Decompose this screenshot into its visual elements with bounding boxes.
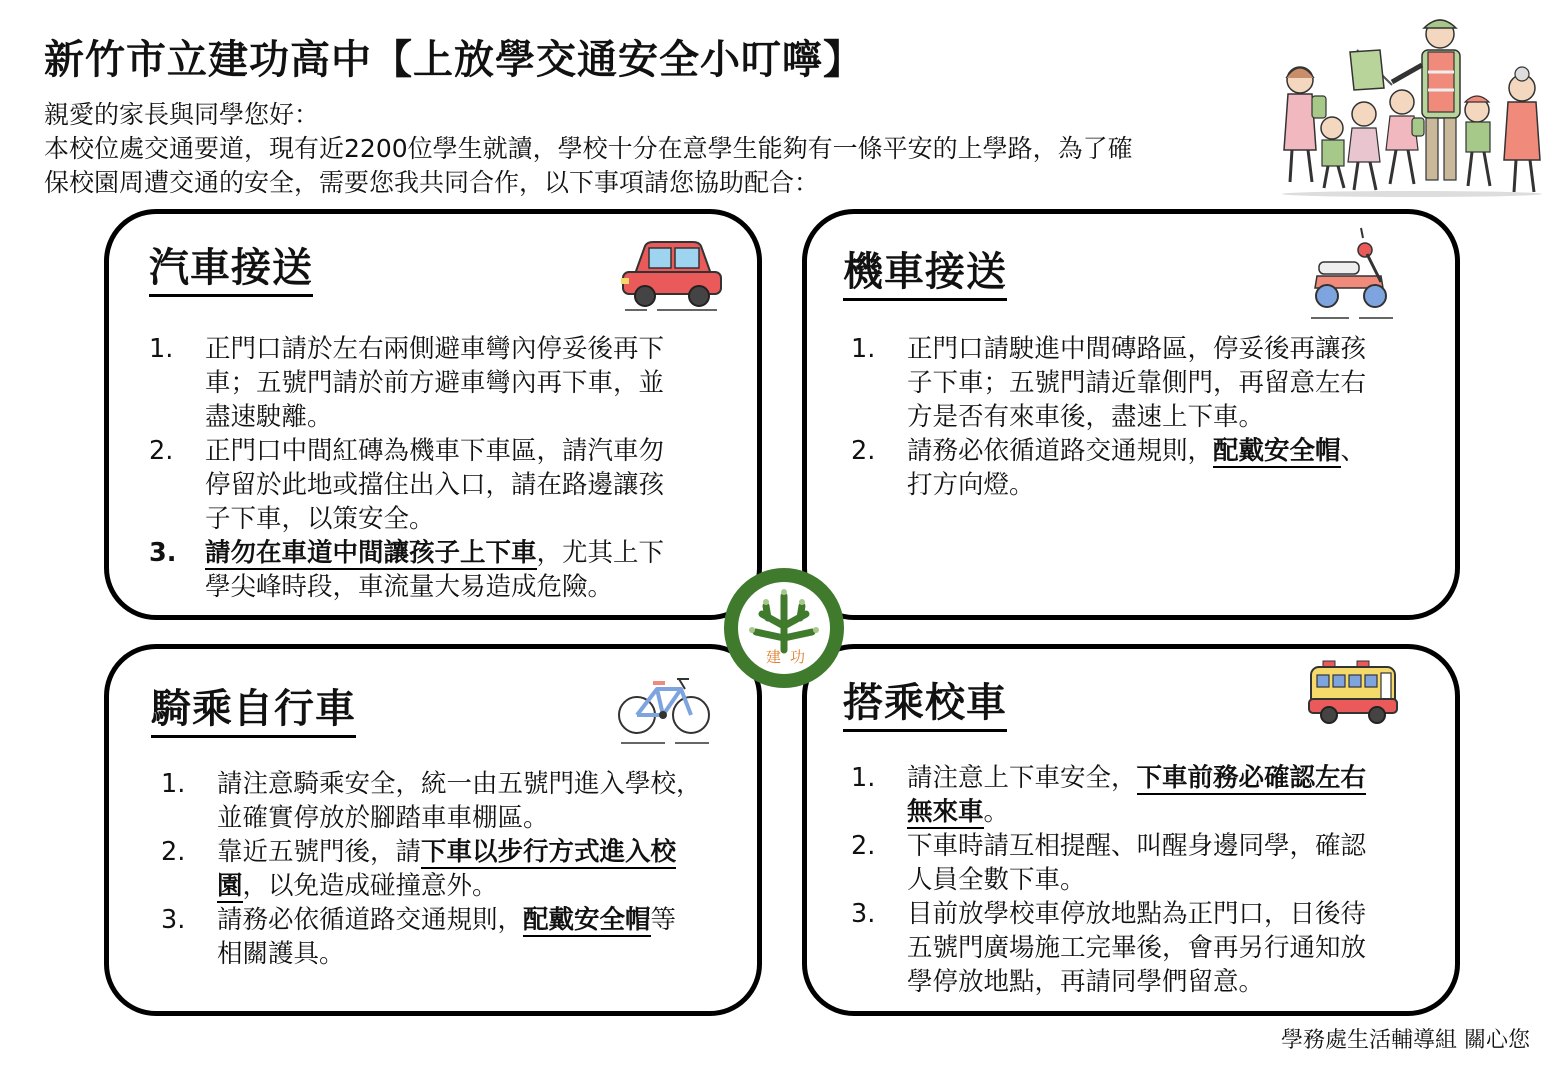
- car-rules-list: [149, 332, 729, 604]
- scooter-icon: [1309, 226, 1395, 322]
- bus-icon: [1305, 659, 1401, 739]
- emphasis-text: 配戴安全帽: [1213, 436, 1341, 466]
- footer-signature: 學務處生活輔導組 關心您: [1281, 1028, 1530, 1053]
- school-bus-rules-list: [851, 761, 1441, 999]
- intro-line-1: 本校位處交通要道，現有近2200位學生就讀，學校十分在意學生能夠有一條平安的上學路，為了確: [44, 134, 1133, 163]
- list-item: 1. 正門口請駛進中間磚路區，停妥後再讓孩 子下車；五號門請近靠側門，再留意左右 方是否有來車後，盡速上下車。: [851, 334, 1367, 432]
- list-item: 2. 正門口中間紅磚為機車下車區，請汽車勿 停留於此地或擋住出入口，請在路邊讓孩 子下車，以策安全。: [149, 436, 665, 534]
- school-emblem: [722, 566, 846, 690]
- scooter-rules-list: [851, 332, 1431, 502]
- car-dropoff-card: [104, 209, 762, 620]
- list-item: 1. 請注意上下車安全，下車前務必確認左右 無來車。: [851, 763, 1367, 827]
- emphasis-text: 配戴安全帽: [523, 905, 651, 935]
- list-item: 3. 請務必依循道路交通規則，配戴安全帽等 相關護具。: [161, 905, 677, 969]
- school-bus-card: [802, 644, 1460, 1016]
- crossing-guard-with-students-icon: [1272, 10, 1550, 200]
- bicycle-rules-list: [161, 767, 751, 971]
- intro-text: [44, 98, 1274, 200]
- scooter-dropoff-card: [802, 209, 1460, 620]
- tree-emblem-icon: [722, 566, 846, 690]
- list-item: 1. 正門口請於左右兩側避車彎內停妥後再下 車；五號門請於前方避車彎內再下車，並 盡速駛離。: [149, 334, 665, 432]
- list-item: 1. 請注意騎乘安全，統一由五號門進入學校， 並確實停放於腳踏車車棚區。: [161, 769, 702, 833]
- emphasis-text: 下車以步行方式進入校: [421, 837, 677, 867]
- list-item: 2. 靠近五號門後，請下車以步行方式進入校 園，以免造成碰撞意外。: [161, 837, 677, 901]
- bicycle-card: [104, 644, 762, 1016]
- emblem-char-2: 功: [790, 648, 806, 666]
- emblem-char-1: 建: [766, 648, 782, 666]
- scooter-section-title: 機車接送: [843, 248, 1007, 301]
- list-item: 3. 目前放學校車停放地點為正門口，日後待 五號門廣場施工完畢後，會再另行通知放 學停放地點，再請同學們留意。: [851, 899, 1367, 997]
- list-item: 3. 請勿在車道中間讓孩子上下車，尤其上下 學尖峰時段，車流量大易造成危險。: [149, 538, 665, 602]
- emphasis-text: 請勿在車道中間讓孩子上下車: [205, 538, 537, 568]
- greeting: 親愛的家長與同學您好：: [44, 100, 320, 129]
- page-title: 新竹市立建功高中【上放學交通安全小叮嚀】: [44, 37, 864, 83]
- bicycle-section-title: 騎乘自行車: [151, 685, 356, 738]
- bicycle-icon: [615, 667, 713, 751]
- emphasis-text: 下車前務必確認左右: [1136, 763, 1367, 793]
- emphasis-text: 園: [217, 871, 243, 901]
- intro-line-2: 保校園周遭交通的安全，需要您我共同合作，以下事項請您協助配合：: [44, 168, 820, 197]
- emphasis-text: 無來車: [907, 797, 984, 827]
- car-section-title: 汽車接送: [149, 244, 313, 297]
- list-item: 2. 請務必依循道路交通規則，配戴安全帽、 打方向燈。: [851, 436, 1367, 500]
- list-item: 2. 下車時請互相提醒、叫醒身邊同學，確認 人員全數下車。: [851, 831, 1367, 895]
- school-bus-section-title: 搭乘校車: [843, 679, 1007, 732]
- car-icon: [617, 234, 725, 312]
